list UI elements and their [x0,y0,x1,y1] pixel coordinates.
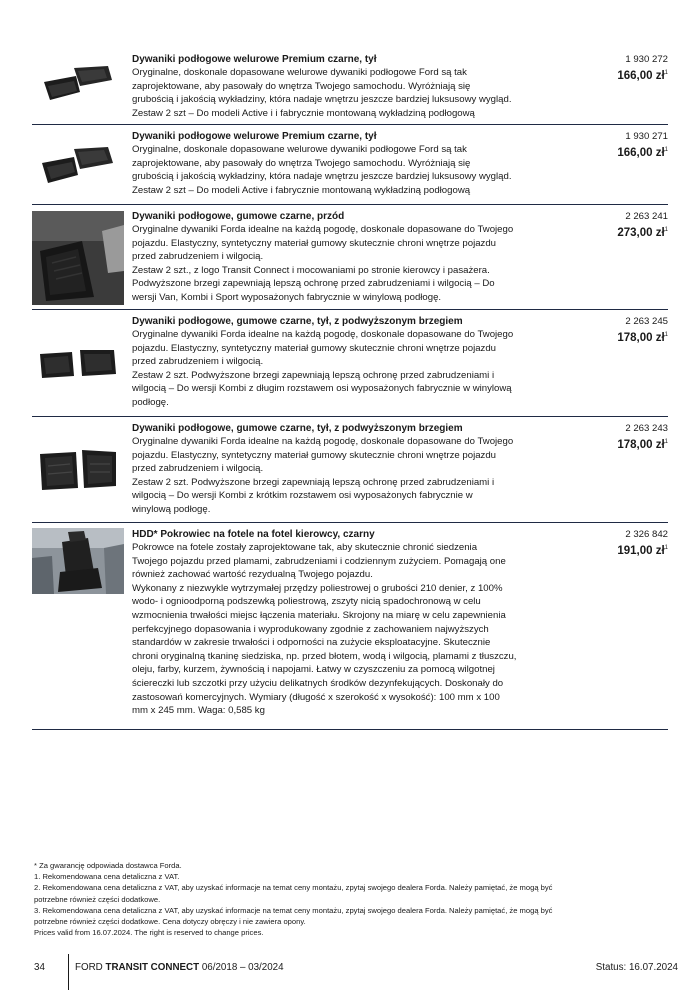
product-image [32,422,124,519]
price: 178,00 $zł^1$ [617,332,668,344]
footnote: Prices valid from 16.07.2024. The right is reserved to change prices. [34,928,264,938]
product-row [32,125,668,205]
price: 166,00 $zł^1$ [617,70,668,82]
product-description: Oryginalne dywaniki Forda idealne na każdą pogodę, doskonale dopasowane do Twojego pojazdu. Elastyczny, syntetyczny materiał gumowy skutecznie chroni wnętrze pojazdu przed zabrudzeniem i wilgocią. Zestaw 2 szt. Podwyższone brzegi zapewniają lepszą ochronę przed zabrudzeniami i wilgocią – Do wersji Kombi z krótkim rozstawem osi wyposażonych fabrycznie w winylową podłogę. [132,436,514,515]
part-number: 1 930 271 [625,131,668,142]
product-image [32,210,124,306]
page-footer [34,956,678,978]
footnote: potrzebne również części dodatkowe. Cena dotyczy obręczy i nie zawiera opony. [34,917,306,927]
rubber-rear-mat-image [36,446,120,496]
product-image [32,315,124,413]
price: 273,00 $zł^1$ [617,227,668,239]
seat-cover-photo [32,528,124,594]
product-title: Dywaniki podłogowe welurowe Premium czarne, tył [132,131,377,142]
footnotes [34,860,664,938]
footnote: * Za gwarancję odpowiada dostawca Forda. [34,861,182,870]
price: 178,00 $zł^1$ [617,439,668,451]
part-number: 2 263 243 [625,423,668,434]
velour-rear-mat-image [38,62,118,112]
footer-divider [68,954,69,990]
footnote: 3. Rekomendowana cena detaliczna z VAT, aby uzyskać informacje na temat ceny montażu, zpytaj swojego dealera Forda. Należy pamiętać, że mogą być [34,905,553,915]
price: 191,00 $zł^1$ [617,545,668,557]
part-number: 2 263 241 [625,211,668,222]
product-description: Oryginalne, doskonale dopasowane welurowe dywaniki podłogowe Ford są tak zaprojektowane, aby pasowały do wnętrza Twojego samochodu. Wyróżniają się grubością i jakością wykładziny, która nadaje wnętrzu jeszcze bardziej luksusowy wygląd. Zestaw 2 szt – Do modeli Active i i fabrycznie montowaną wykładziną podłogową [132,67,512,119]
product-image [32,528,124,726]
rubber-front-mat-photo [32,211,124,305]
footer-model: FORD TRANSIT CONNECT 06/2018 – 03/2024 [75,961,284,973]
product-title: Dywaniki podłogowe welurowe Premium czarne, tył [132,54,377,65]
product-title: HDD* Pokrowiec na fotele na fotel kierowcy, czarny [132,529,375,540]
footnote: 1. Rekomendowana cena detaliczna z VAT. [34,872,180,882]
rubber-rear-mat-image [36,344,120,384]
product-row [32,310,668,417]
product-image [32,53,124,121]
part-number: 1 930 272 [625,54,668,65]
product-description: Oryginalne dywaniki Forda idealne na każdą pogodę, doskonale dopasowane do Twojego pojazdu. Elastyczny, syntetyczny materiał gumowy skutecznie chroni wnętrze pojazdu przed zabrudzeniem i wilgocią. Zestaw 2 szt. Podwyższone brzegi zapewniają lepszą ochronę przed zabrudzeniami i wilgocią – Do wersji Kombi z długim rozstawem osi wyposażonych fabrycznie w winylową podłogę. [132,329,514,408]
product-title: Dywaniki podłogowe, gumowe czarne, przód [132,211,345,222]
velour-rear-mat-image [38,141,118,191]
product-title: Dywaniki podłogowe, gumowe czarne, tył, z podwyższonym brzegiem [132,423,463,434]
product-description: Pokrowce na fotele zostały zaprojektowane tak, aby skutecznie chronić siedzenia Twojego pojazdu przed plamami, zabrudzeniami i codziennym zużyciem. Pomagają one również zachować wartość rezydualną Twojego pojazdu. Wykonany z niezwykle wytrzymałej przędzy poliestrowej o grubości 210 denier, z 100% wodo- i ognioodporną podszewką poliestrową, zszyty nicią spadochronową w celu wzmocnienia trwałości miejsc łączenia materiału. Skrojony na miarę w celu zapewnienia perfekcyjnego dopasowania i wyprodukowany zgodnie z zachowaniem najwyższych standardów w zakresie trwałości i odporności na zużycie eksploatacyjne. Skutecznie chroni oryginalną tkaninę siedziska, np. przed błotem, wodą i wilgocią, plamami z tłuszczu, oleju, farby, kurzem, żywnością i napojami. Łatwy w czyszczeniu za pomocą wilgotnej ściereczki lub szczotki przy użyciu delikatnych środków dezynfekujących. Doskonały do zastosowań komercyjnych. Wymiary (długość x szerokość x wysokość): 100 mm x 100 mm x 245 mm. Waga: 0,585 kg [132,542,517,717]
part-number: 2 326 842 [625,529,668,540]
product-description: Oryginalne, doskonale dopasowane welurowe dywaniki podłogowe Ford są tak zaprojektowane, aby pasowały do wnętrza Twojego samochodu. Wyróżniają się grubością i jakością wykładziny, która nadaje wnętrzu jeszcze bardziej luksusowy wygląd. Zestaw 2 szt – Do modeli Active i fabrycznie montowaną wykładziną podłogową [132,144,512,196]
footnote: 2. Rekomendowana cena detaliczna z VAT, aby uzyskać informacje na temat ceny montażu, zpytaj swojego dealera Forda. Należy pamiętać, że mogą być [34,883,553,893]
product-title: Dywaniki podłogowe, gumowe czarne, tył, z podwyższonym brzegiem [132,316,463,327]
product-list [32,48,668,730]
product-image [32,130,124,201]
footnote: potrzebne również części dodatkowe. [34,894,161,904]
product-row [32,523,668,730]
page-number: 34 [34,961,45,973]
part-number: 2 263 245 [625,316,668,327]
footer-status: Status: 16.07.2024 [595,961,678,973]
product-row [32,205,668,310]
product-description: Oryginalne dywaniki Forda idealne na każdą pogodę, doskonale dopasowane do Twojego pojazdu. Elastyczny, syntetyczny materiał gumowy skutecznie chroni wnętrze pojazdu przed zabrudzeniem i wilgocią. Zestaw 2 szt., z logo Transit Connect i mocowaniami po stronie kierowcy i pasażera. Podwyższone brzegi zapewniają lepszą ochronę przed zabrudzeniami i wilgocią – Do wersji Van, Kombi i Sport wyposażonych fabrycznie w winylową podłogę. [132,224,514,303]
product-row [32,48,668,125]
price: 166,00 $zł^1$ [617,147,668,159]
product-row [32,417,668,523]
